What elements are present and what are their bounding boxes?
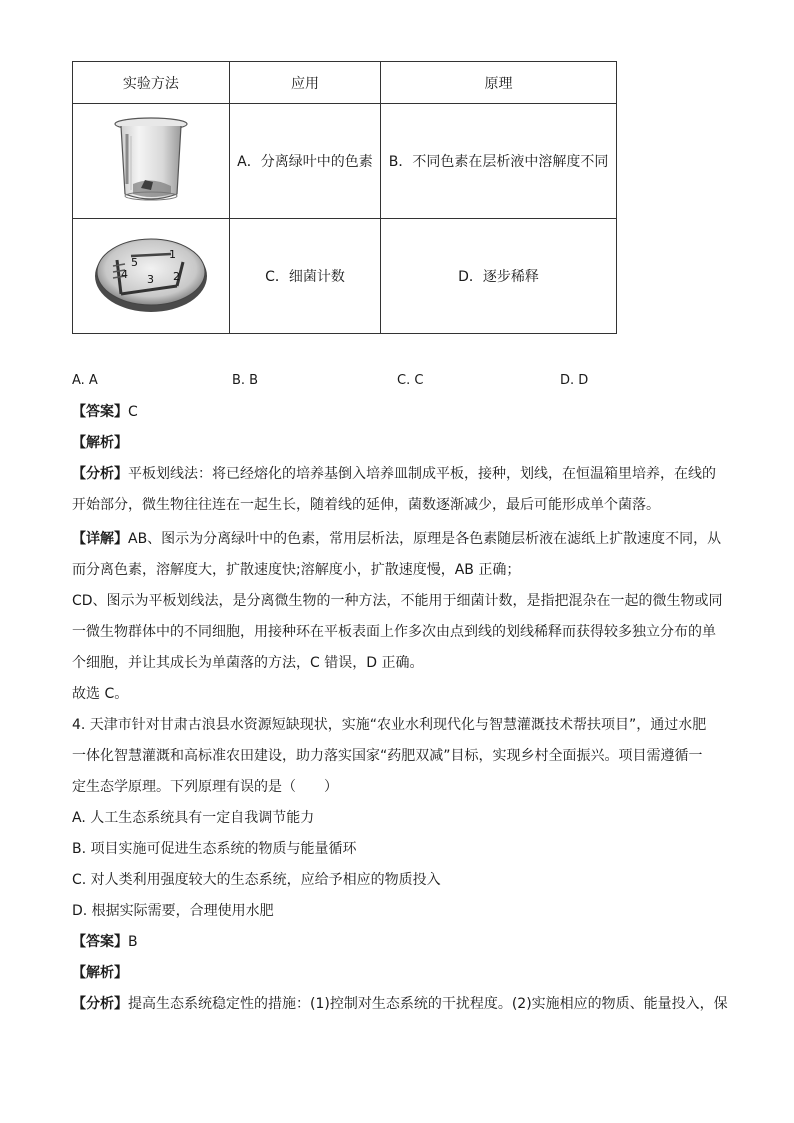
table-row [73, 219, 617, 334]
experiment-table [72, 61, 617, 334]
q3-jiexi-heading: 【解析】 [72, 435, 128, 451]
q3-xiangjie-line-4: 一微生物群体中的不同细胞，用接种环在平板表面上作多次由点到线的划线稀释而获得较多独立分布的单 [72, 624, 716, 640]
principle-cell: B．不同色素在层析液中溶解度不同 [381, 104, 617, 219]
option-a: A. A [72, 373, 98, 388]
q3-answer: 【答案】C [72, 404, 138, 420]
table-row [73, 104, 617, 219]
method-cell-petri [73, 219, 230, 334]
q3-xiangjie-line-2: 而分离色素，溶解度大，扩散速度快;溶解度小，扩散速度慢，AB 正确； [72, 562, 521, 578]
q3-xiangjie-line-5: 个细胞，并让其成长为单菌落的方法，C 错误，D 正确。 [72, 655, 424, 671]
dish-label-3: 3 [146, 273, 154, 286]
option-d: D. D [560, 373, 589, 388]
header-principle: 原理 [381, 62, 617, 104]
table-header-row [73, 62, 617, 104]
q4-stem-line-2: 一体化智慧灌溉和高标准农田建设，助力落实国家“药肥双减”目标，实现乡村全面振兴。项目需遵循一 [72, 748, 703, 764]
dish-label-5: 5 [130, 256, 138, 269]
q4-fenxi-line-1: 【分析】提高生态系统稳定性的措施：(1)控制对生态系统的干扰程度。(2)实施相应的物质、能量投入，保 [72, 996, 728, 1012]
dish-label-4: 4 [120, 268, 128, 281]
method-cell-beaker [73, 104, 230, 219]
q4-stem-line-3: 定生态学原理。下列原理有误的是（ ） [72, 779, 338, 795]
application-cell: C．细菌计数 [229, 219, 380, 334]
q4-option-d: D. 根据实际需要，合理使用水肥 [72, 903, 274, 919]
q4-option-a: A. 人工生态系统具有一定自我调节能力 [72, 810, 315, 826]
q4-stem-line-1: 4. 天津市针对甘肃古浪县水资源短缺现状，实施“农业水利现代化与智慧灌溉技术帮扶项目”，通过水肥 [72, 717, 707, 733]
petri-dish-image [91, 228, 211, 320]
principle-cell: D．逐步稀释 [381, 219, 617, 334]
q4-option-c: C. 对人类利用强度较大的生态系统，应给予相应的物质投入 [72, 872, 441, 888]
option-c: C. C [397, 373, 424, 388]
q3-xiangjie-line-3: CD、图示为平板划线法，是分离微生物的一种方法，不能用于细菌计数，是指把混杂在一起的微生物或同 [72, 593, 723, 609]
beaker-image [111, 112, 191, 206]
header-application: 应用 [229, 62, 380, 104]
application-cell: A．分离绿叶中的色素 [229, 104, 380, 219]
dish-label-2: 2 [172, 270, 180, 283]
dish-label-1: 1 [168, 248, 176, 261]
q3-options [72, 373, 632, 393]
q3-fenxi-line-2: 开始部分，微生物往往连在一起生长，随着线的延伸，菌数逐渐减少，最后可能形成单个菌落。 [72, 497, 660, 513]
q3-fenxi-line-1: 【分析】平板划线法：将已经熔化的培养基倒入培养皿制成平板，接种，划线，在恒温箱里培养，在线的 [72, 466, 716, 482]
q4-jiexi-heading: 【解析】 [72, 965, 128, 981]
q4-option-b: B. 项目实施可促进生态系统的物质与能量循环 [72, 841, 357, 857]
header-method: 实验方法 [73, 62, 230, 104]
q3-xiangjie-line-1: 【详解】AB、图示为分离绿叶中的色素，常用层析法，原理是各色素随层析液在滤纸上扩散速度不同，从 [72, 531, 722, 547]
q4-answer: 【答案】B [72, 934, 138, 950]
option-b: B. B [232, 373, 259, 388]
q3-conclusion: 故选 C。 [72, 686, 129, 702]
